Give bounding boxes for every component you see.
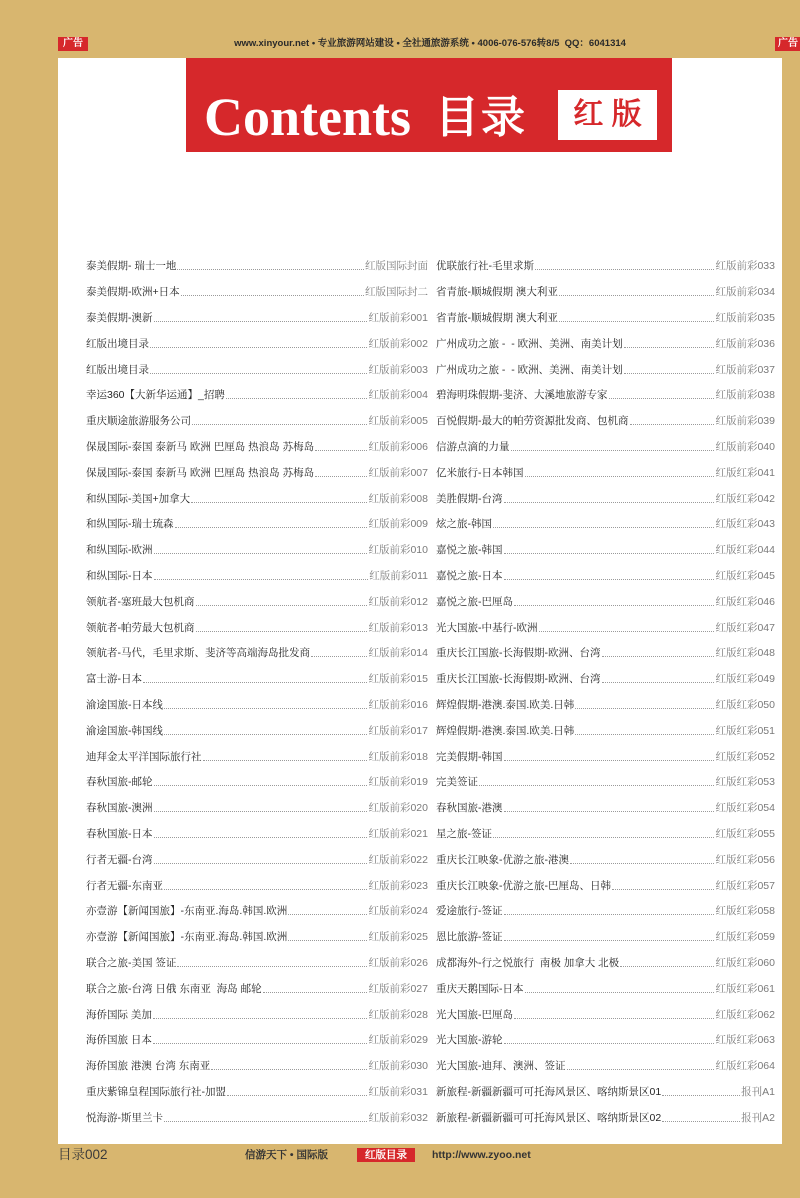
toc-entry-title: 完美假期-韩国 (436, 750, 503, 763)
toc-entry-title: 炫之旅-韩国 (436, 518, 492, 531)
toc-entry (436, 537, 775, 563)
toc-leader-dots (315, 476, 367, 477)
toc-entry-page: 红版红彩063 (715, 1034, 775, 1047)
toc-entry (436, 511, 775, 537)
toc-entry-title: 广州成功之旅 - - 欧洲、美洲、南美计划 (436, 337, 623, 350)
toc-leader-dots (154, 579, 369, 580)
toc-entry-title: 联合之旅-美国 签证 (86, 956, 177, 969)
toc-entry (436, 898, 775, 924)
toc-entry-page: 红版红彩047 (715, 621, 775, 634)
toc-leader-dots (514, 605, 714, 606)
toc-entry-title: 春秋国旅-日本 (86, 827, 153, 840)
toc-entry (436, 563, 775, 589)
toc-entry-page: 红版国际封面 (365, 260, 428, 273)
toc-entry-page: 红版红彩045 (715, 569, 775, 582)
footer-badge: 红版目录 (357, 1148, 415, 1162)
toc-entry-page: 红版红彩046 (715, 595, 775, 608)
toc-entry (86, 872, 428, 898)
toc-entry-page: 红版前彩015 (368, 673, 428, 686)
toc-leader-dots (504, 760, 715, 761)
toc-entry-title: 美胜假期-台湾 (436, 492, 503, 505)
toc-entry-title: 行者无疆-台湾 (86, 853, 153, 866)
toc-entry-title: 领航者-塞班最大包机商 (86, 595, 195, 608)
toc-entry-title: 海侨国旅 港澳 台湾 东南亚 (86, 1060, 211, 1073)
toc-entry-title: 嘉悦之旅-韩国 (436, 544, 503, 557)
toc-entry-title: 辉煌假期-港澳.泰国.欧美.日韩 (436, 698, 575, 711)
toc-entry-title: 百悦假期-最大的帕劳资源批发商、包机商 (436, 415, 629, 428)
toc-entry-page: 红版前彩006 (368, 440, 428, 453)
toc-entry-title: 重庆长江国旅-长海假期-欧洲、台湾 (436, 673, 601, 686)
toc-leader-dots (504, 914, 715, 915)
toc-entry-page: 红版前彩010 (368, 544, 428, 557)
toc-leader-dots (514, 1018, 714, 1019)
toc-leader-dots (504, 553, 715, 554)
toc-entry-title: 信游点滴的力量 (436, 440, 510, 453)
toc-entry (86, 769, 428, 795)
toc-entry-title: 嘉悦之旅-日本 (436, 569, 503, 582)
toc-entry-page: 红版红彩064 (715, 1060, 775, 1073)
toc-leader-dots (493, 837, 714, 838)
toc-leader-dots (602, 656, 715, 657)
toc-entry-page: 红版前彩039 (715, 415, 775, 428)
toc-leader-dots (479, 785, 714, 786)
toc-leader-dots (575, 708, 714, 709)
toc-entry-title: 泰美假期-澳新 (86, 311, 153, 324)
toc-entry-page: 红版红彩048 (715, 647, 775, 660)
toc-entry-page: 红版前彩019 (368, 776, 428, 789)
toc-entry (436, 434, 775, 460)
toc-entry-page: 红版红彩055 (715, 827, 775, 840)
toc-entry-title: 重庆顺途旅游服务公司 (86, 415, 191, 428)
toc-leader-dots (504, 1043, 715, 1044)
toc-entry-title: 嘉悦之旅-巴厘岛 (436, 595, 513, 608)
toc-leader-dots (511, 450, 715, 451)
page-title-en: Contents (204, 87, 412, 147)
toc-entry (436, 769, 775, 795)
toc-entry-title: 渝途国旅-日本线 (86, 698, 163, 711)
toc-leader-dots (662, 1121, 740, 1122)
toc-leader-dots (196, 631, 368, 632)
toc-leader-dots (175, 527, 368, 528)
toc-entry-title: 爱途旅行-签证 (436, 905, 503, 918)
toc-entry (86, 1053, 428, 1079)
toc-entry (86, 330, 428, 356)
toc-entry-title: 红版出境目录 (86, 363, 149, 376)
toc-entry (436, 356, 775, 382)
toc-leader-dots (504, 811, 715, 812)
toc-entry-page: 红版前彩034 (715, 286, 775, 299)
toc-entry (436, 614, 775, 640)
ad-label-left: 广告 (58, 37, 88, 51)
toc-entry (436, 305, 775, 331)
toc-entry (436, 279, 775, 305)
toc-entry (86, 846, 428, 872)
toc-entry-page: 红版红彩062 (715, 1008, 775, 1021)
toc-entry (86, 717, 428, 743)
contents-banner (186, 58, 672, 152)
toc-leader-dots (609, 398, 715, 399)
toc-entry-page: 红版前彩001 (368, 311, 428, 324)
toc-entry (436, 692, 775, 718)
toc-entry-title: 重庆长江映象-优游之旅-港澳 (436, 853, 569, 866)
toc-entry (436, 588, 775, 614)
toc-leader-dots (227, 1095, 367, 1096)
toc-leader-dots (620, 966, 714, 967)
toc-leader-dots (164, 708, 367, 709)
toc-entry (436, 872, 775, 898)
toc-entry-title: 领航者-马代，毛里求斯、斐济等高端海岛批发商 (86, 647, 310, 660)
toc-entry (436, 821, 775, 847)
toc-entry-title: 光大国旅-中基行-欧洲 (436, 621, 538, 634)
toc-leader-dots (539, 631, 715, 632)
toc-entry-page: 红版前彩011 (369, 569, 428, 582)
toc-leader-dots (662, 1095, 740, 1096)
toc-leader-dots (203, 760, 368, 761)
toc-entry-title: 红版出境目录 (86, 337, 149, 350)
toc-entry-title: 和纵国际-日本 (86, 569, 153, 582)
toc-entry (86, 279, 428, 305)
toc-leader-dots (154, 811, 368, 812)
ad-label-right: 广告 (775, 37, 800, 51)
footer-url: http://www.zyoo.net (432, 1149, 531, 1161)
toc-entry-page: 红版红彩053 (715, 776, 775, 789)
toc-entry-page: 红版红彩041 (715, 466, 775, 479)
toc-entry-title: 渝途国旅-韩国线 (86, 724, 163, 737)
toc-leader-dots (602, 682, 715, 683)
toc-entry (436, 408, 775, 434)
toc-leader-dots (164, 734, 367, 735)
edition-badge: 红 版 (558, 90, 657, 140)
toc-entry (436, 382, 775, 408)
toc-entry-page: 红版前彩014 (368, 647, 428, 660)
toc-leader-dots (288, 914, 367, 915)
toc-entry-title: 富士游-日本 (86, 673, 142, 686)
toc-leader-dots (525, 476, 715, 477)
toc-entry-page: 红版前彩003 (368, 363, 428, 376)
toc-leader-dots (226, 398, 368, 399)
toc-entry-page: 红版前彩005 (368, 415, 428, 428)
toc-entry-title: 春秋国旅-澳洲 (86, 802, 153, 815)
toc-entry-title: 省青旅-顺城假期 澳大利亚 (436, 311, 558, 324)
toc-entry (436, 1104, 775, 1130)
toc-entry (436, 485, 775, 511)
toc-entry-page: 红版前彩020 (368, 802, 428, 815)
toc-entry-page: 红版前彩038 (715, 389, 775, 402)
toc-entry-title: 和纵国际-美国+加拿大 (86, 492, 191, 505)
toc-entry (86, 1027, 428, 1053)
toc-entry-title: 泰美假期-欧洲+日本 (86, 286, 180, 299)
toc-leader-dots (535, 269, 714, 270)
toc-leader-dots (196, 605, 368, 606)
toc-entry-page: 红版前彩026 (368, 956, 428, 969)
toc-leader-dots (315, 450, 367, 451)
toc-entry (436, 1001, 775, 1027)
toc-leader-dots (154, 863, 368, 864)
toc-entry (436, 717, 775, 743)
toc-leader-dots (211, 1069, 367, 1070)
toc-leader-dots (624, 373, 715, 374)
toc-entry (86, 975, 428, 1001)
toc-entry (86, 588, 428, 614)
toc-leader-dots (624, 347, 715, 348)
toc-entry-page: 红版前彩036 (715, 337, 775, 350)
toc-entry-title: 成都海外-行之悦旅行 南极 加拿大 北极 (436, 956, 620, 969)
toc-entry (436, 795, 775, 821)
page-title-cn: 目录 (435, 93, 527, 142)
toc-entry-page: 红版红彩050 (715, 698, 775, 711)
toc-entry (436, 459, 775, 485)
toc-entry-page: 红版红彩051 (715, 724, 775, 737)
toc-entry-page: 红版国际封二 (365, 286, 428, 299)
toc-entry (436, 253, 775, 279)
toc-entry-title: 光大国旅-游轮 (436, 1034, 503, 1047)
toc-entry (436, 1079, 775, 1105)
toc-entry (86, 563, 428, 589)
toc-entry-page: 红版前彩033 (715, 260, 775, 273)
toc-leader-dots (493, 527, 714, 528)
toc-entry-page: 红版前彩002 (368, 337, 428, 350)
toc-entry (86, 434, 428, 460)
toc-entry-page: 红版前彩009 (368, 518, 428, 531)
toc-entry-title: 春秋国旅-邮轮 (86, 776, 153, 789)
toc-entry-title: 广州成功之旅 - - 欧洲、美洲、南美计划 (436, 363, 623, 376)
toc-entry (86, 614, 428, 640)
toc-entry-title: 重庆天鹅国际-日本 (436, 982, 524, 995)
toc-entry-page: 红版红彩058 (715, 905, 775, 918)
toc-leader-dots (570, 863, 714, 864)
toc-entry (86, 950, 428, 976)
toc-leader-dots (504, 940, 715, 941)
toc-entry-page: 红版前彩021 (368, 827, 428, 840)
toc-entry-title: 泰美假期- 瑞士一地 (86, 260, 177, 273)
toc-leader-dots (311, 656, 367, 657)
toc-leader-dots (143, 682, 367, 683)
toc-entry-title: 保晟国际-泰国 泰新马 欧洲 巴厘岛 热浪岛 苏梅岛 (86, 440, 315, 453)
toc-entry-title: 完美签证 (436, 776, 478, 789)
toc-leader-dots (181, 295, 364, 296)
toc-entry (86, 485, 428, 511)
toc-leader-dots (559, 321, 715, 322)
toc-leader-dots (177, 269, 364, 270)
toc-entry (86, 924, 428, 950)
toc-entry-title: 和纵国际-欧洲 (86, 544, 153, 557)
toc-entry-title: 和纵国际-瑞士琉森 (86, 518, 174, 531)
toc-entry (86, 459, 428, 485)
toc-column-left (86, 253, 428, 1130)
toc-entry (86, 1001, 428, 1027)
toc-entry-title: 领航者-帕劳最大包机商 (86, 621, 195, 634)
toc-entry (436, 666, 775, 692)
toc-entry-title: 行者无疆-东南亚 (86, 879, 163, 892)
toc-leader-dots (164, 889, 367, 890)
toc-entry-page: 红版前彩008 (368, 492, 428, 505)
toc-leader-dots (567, 1069, 715, 1070)
toc-entry-title: 重庆长江国旅-长海假期-欧洲、台湾 (436, 647, 601, 660)
toc-entry (86, 1104, 428, 1130)
toc-entry-title: 亦壹游【新闻国旅】-东南亚.海岛.韩国.欧洲 (86, 905, 288, 918)
toc-entry-title: 迪拜金太平洋国际旅行社 (86, 750, 202, 763)
toc-leader-dots (630, 424, 715, 425)
toc-entry-page: 红版前彩028 (368, 1008, 428, 1021)
toc-leader-dots (164, 1121, 367, 1122)
toc-entry (86, 1079, 428, 1105)
toc-entry-page: 红版前彩031 (368, 1085, 428, 1098)
toc-leader-dots (177, 966, 367, 967)
toc-leader-dots (150, 373, 367, 374)
toc-column-right (436, 253, 775, 1130)
toc-entry-title: 亿米旅行-日本韩国 (436, 466, 524, 479)
toc-leader-dots (575, 734, 714, 735)
toc-leader-dots (525, 992, 715, 993)
toc-entry-title: 光大国旅-巴厘岛 (436, 1008, 513, 1021)
toc-entry (436, 1027, 775, 1053)
toc-leader-dots (504, 579, 715, 580)
toc-entry (86, 640, 428, 666)
toc-entry-page: 报刊A1 (741, 1085, 775, 1098)
toc-entry-title: 悦海游-斯里兰卡 (86, 1111, 163, 1124)
toc-entry-page: 红版红彩060 (715, 956, 775, 969)
toc-leader-dots (154, 321, 368, 322)
toc-entry (436, 846, 775, 872)
toc-entry-title: 海侨国旅 日本 (86, 1034, 152, 1047)
toc-entry (436, 1053, 775, 1079)
footer-slogan: 信游天下 • 国际版 (245, 1149, 329, 1161)
toc-entry (86, 356, 428, 382)
toc-leader-dots (150, 347, 367, 348)
toc-entry-page: 红版前彩016 (368, 698, 428, 711)
toc-entry-page: 红版前彩017 (368, 724, 428, 737)
toc-entry (436, 950, 775, 976)
toc-entry-page: 红版前彩035 (715, 311, 775, 324)
toc-leader-dots (263, 992, 368, 993)
toc-entry-title: 优联旅行社-毛里求斯 (436, 260, 534, 273)
toc-entry-page: 红版前彩012 (368, 595, 428, 608)
toc-entry-page: 红版前彩018 (368, 750, 428, 763)
toc-entry-page: 红版红彩052 (715, 750, 775, 763)
toc-leader-dots (154, 837, 368, 838)
toc-entry-page: 红版前彩022 (368, 853, 428, 866)
toc-entry-page: 红版前彩030 (368, 1060, 428, 1073)
toc-entry-page: 红版前彩013 (368, 621, 428, 634)
toc-entry-page: 红版红彩049 (715, 673, 775, 686)
footer-page-number: 目录002 (58, 1147, 108, 1162)
toc-entry-page: 红版前彩024 (368, 905, 428, 918)
toc-entry-page: 红版前彩007 (368, 466, 428, 479)
toc-entry (86, 305, 428, 331)
toc-leader-dots (192, 424, 367, 425)
toc-entry-title: 新旅程-新疆新疆可可托海风景区、喀纳斯景区01 (436, 1085, 662, 1098)
toc-entry (86, 382, 428, 408)
toc-entry-title: 碧海明珠假期-斐济、大溪地旅游专家 (436, 389, 608, 402)
toc-leader-dots (154, 785, 368, 786)
toc-leader-dots (191, 502, 367, 503)
toc-entry-page: 红版红彩044 (715, 544, 775, 557)
toc-entry-page: 红版红彩057 (715, 879, 775, 892)
toc-entry-title: 亦壹游【新闻国旅】-东南亚.海岛.韩国.欧洲 (86, 931, 288, 944)
toc-entry-page: 红版红彩061 (715, 982, 775, 995)
toc-entry (86, 408, 428, 434)
toc-entry (436, 330, 775, 356)
toc-entry-title: 省青旅-顺城假期 澳大利亚 (436, 286, 558, 299)
toc-entry-title: 重庆紫锦皇程国际旅行社-加盟 (86, 1085, 226, 1098)
toc-entry-title: 新旅程-新疆新疆可可托海风景区、喀纳斯景区02 (436, 1111, 662, 1124)
toc-entry (436, 743, 775, 769)
toc-entry-page: 红版前彩004 (368, 389, 428, 402)
toc-leader-dots (154, 553, 368, 554)
toc-leader-dots (153, 1018, 368, 1019)
toc-entry-page: 红版前彩040 (715, 440, 775, 453)
toc-entry-page: 红版前彩023 (368, 879, 428, 892)
toc-entry (86, 511, 428, 537)
toc-entry (86, 795, 428, 821)
toc-leader-dots (288, 940, 367, 941)
toc-entry (86, 253, 428, 279)
toc-entry-title: 春秋国旅-港澳 (436, 802, 503, 815)
toc-entry-page: 红版红彩059 (715, 931, 775, 944)
top-info-text: www.xinyour.net • 专业旅游网站建设 • 全社通旅游系统 • 4006-076-576转8/5 QQ：6041314 (234, 38, 626, 49)
toc-entry-page: 红版前彩037 (715, 363, 775, 376)
toc-entry (436, 640, 775, 666)
toc-entry (436, 975, 775, 1001)
toc-entry-title: 星之旅-签证 (436, 827, 492, 840)
toc-entry-page: 红版红彩042 (715, 492, 775, 505)
toc-leader-dots (612, 889, 714, 890)
toc-entry-title: 幸运360【大新华运通】_招聘 (86, 389, 225, 402)
toc-entry-title: 保晟国际-泰国 泰新马 欧洲 巴厘岛 热浪岛 苏梅岛 (86, 466, 315, 479)
toc-entry-page: 红版红彩054 (715, 802, 775, 815)
toc-entry-page: 红版前彩027 (368, 982, 428, 995)
toc-entry (86, 743, 428, 769)
toc-entry (86, 537, 428, 563)
toc-entry-page: 红版红彩056 (715, 853, 775, 866)
toc-entry (436, 924, 775, 950)
toc-entry (86, 821, 428, 847)
toc-entry-page: 红版前彩032 (368, 1111, 428, 1124)
toc-entry-title: 联合之旅-台湾 日俄 东南亚 海岛 邮轮 (86, 982, 262, 995)
toc-leader-dots (153, 1043, 368, 1044)
toc-entry (86, 666, 428, 692)
toc-entry (86, 692, 428, 718)
toc-entry-title: 光大国旅-迪拜、澳洲、签证 (436, 1060, 566, 1073)
toc-entry (86, 898, 428, 924)
toc-entry-title: 恩比旅游-签证 (436, 931, 503, 944)
contents-page (58, 58, 782, 1144)
toc-entry-page: 红版前彩025 (368, 931, 428, 944)
toc-entry-page: 报刊A2 (741, 1111, 775, 1124)
toc-leader-dots (559, 295, 715, 296)
toc-entry-page: 红版前彩029 (368, 1034, 428, 1047)
toc-entry-title: 重庆长江映象-优游之旅-巴厘岛、日韩 (436, 879, 611, 892)
toc-leader-dots (504, 502, 715, 503)
toc-entry-title: 辉煌假期-港澳.泰国.欧美.日韩 (436, 724, 575, 737)
toc-entry-title: 海侨国际 美加 (86, 1008, 152, 1021)
toc-entry-page: 红版红彩043 (715, 518, 775, 531)
